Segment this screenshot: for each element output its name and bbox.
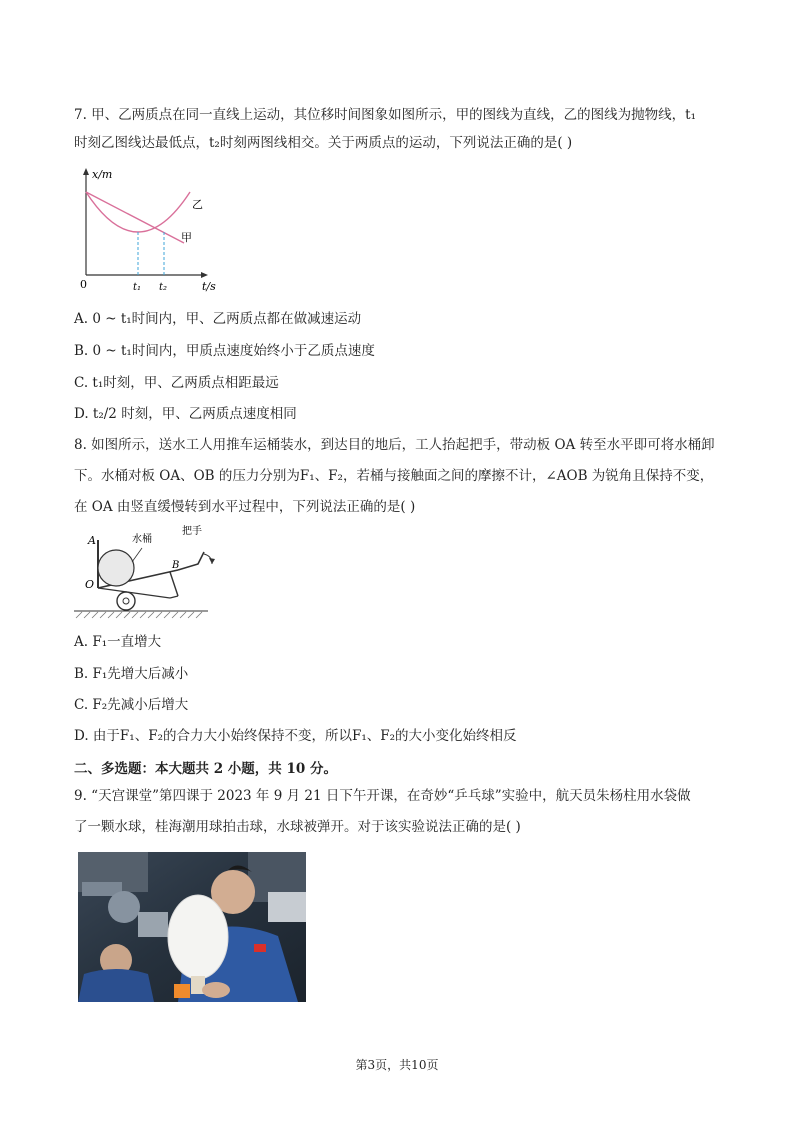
page-footer: 第3页，共10页 xyxy=(355,1058,439,1072)
y-axis-label: x/m xyxy=(92,168,113,181)
q9-stem-line2: 了一颗水球，桂海潮用球拍击球，水球被弹开。对于该实验说法正确的是( ) xyxy=(74,819,521,835)
q8-stem-line2: 下。水桶对板 OA、OB 的压力分别为F₁、F₂，若桶与接触面之间的摩擦不计，∠AOB 为锐角且保持不变， xyxy=(74,468,714,484)
x-axis-label: t/s xyxy=(202,280,216,293)
q8-option-b[interactable]: B. F₁先增大后减小 xyxy=(74,666,189,682)
q7-stem-line1: 7. 甲、乙两质点在同一直线上运动，其位移时间图象如图所示，甲的图线为直线，乙的图线为抛物线，t₁ xyxy=(74,107,697,123)
q7-xt-graph xyxy=(74,162,224,297)
space-station-photo xyxy=(78,852,306,1002)
q8-stem-line3: 在 OA 由竖直缓慢转到水平过程中，下列说法正确的是( ) xyxy=(74,499,416,515)
section-heading: 二、多选题：本大题共 2 小题，共 10 分。 xyxy=(74,761,337,777)
q8-cart-figure xyxy=(74,522,224,622)
bucket-label: 水桶 xyxy=(132,534,152,545)
label-a: A xyxy=(88,534,96,547)
t1-tick-label: t₁ xyxy=(133,282,142,293)
q8-stem-line1: 8. 如图所示，送水工人用推车运桶装水，到达目的地后，工人抬起把手，带动板 OA 转至水平即可将水桶卸 xyxy=(74,437,715,453)
q8-option-d[interactable]: D. 由于F₁、F₂的合力大小始终保持不变，所以F₁、F₂的大小变化始终相反 xyxy=(74,728,517,744)
q7-stem-line2: 时刻乙图线达最低点，t₂时刻两图线相交。关于两质点的运动，下列说法正确的是( ) xyxy=(74,135,573,151)
curve-yi-label: 乙 xyxy=(192,198,203,211)
line-jia-label: 甲 xyxy=(181,231,192,244)
origin-label: 0 xyxy=(80,278,87,291)
label-b: B xyxy=(172,560,180,571)
q8-option-c[interactable]: C. F₂先减小后增大 xyxy=(74,697,189,713)
handle-label: 把手 xyxy=(182,526,202,537)
q7-option-d[interactable]: D. t₂/2 时刻，甲、乙两质点速度相同 xyxy=(74,406,297,422)
q7-option-c[interactable]: C. t₁时刻，甲、乙两质点相距最远 xyxy=(74,375,279,391)
q9-stem-line1: 9. “天宫课堂”第四课于 2023 年 9 月 21 日下午开课，在奇妙“乒乓球”实验中，航天员朱杨柱用水袋做 xyxy=(74,788,691,804)
label-o: O xyxy=(85,578,95,591)
t2-tick-label: t₂ xyxy=(159,282,168,293)
q7-option-a[interactable]: A. 0 ~ t₁时间内，甲、乙两质点都在做减速运动 xyxy=(74,311,362,327)
q7-option-b[interactable]: B. 0 ~ t₁时间内，甲质点速度始终小于乙质点速度 xyxy=(74,343,375,359)
q8-option-a[interactable]: A. F₁一直增大 xyxy=(74,634,162,650)
